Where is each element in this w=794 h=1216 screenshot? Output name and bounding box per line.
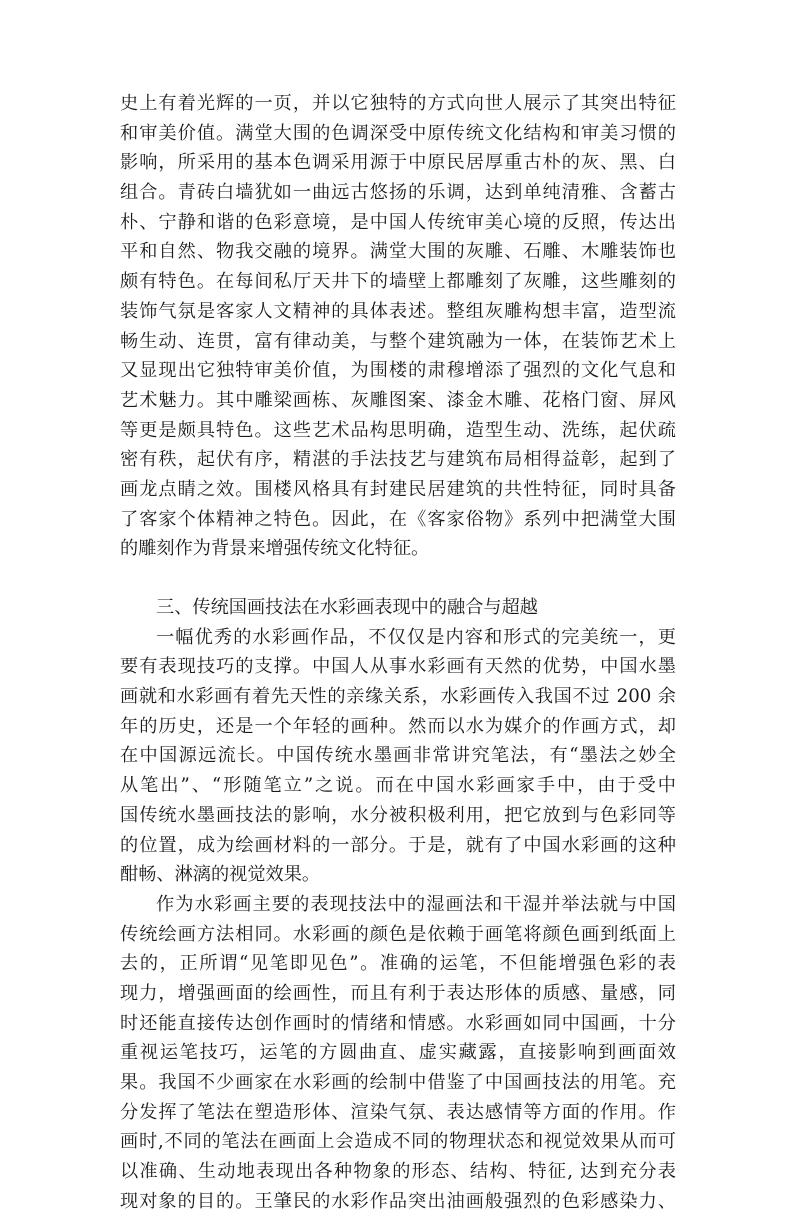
text-line: 组合。青砖白墙犹如一曲远古悠扬的乐调，达到单纯清雅、含蓄古 xyxy=(120,182,676,204)
text-line: 酣畅、淋漓的视觉效果。 xyxy=(120,864,321,886)
text-line: 影响，所采用的基本色调采用源于中原民居厚重古朴的灰、黑、白 xyxy=(120,152,676,174)
text-line: 了客家个体精神之特色。因此，在《客家俗物》系列中把满堂大围 xyxy=(120,508,676,530)
text-line: 从笔出”、“形随笔立”之说。而在中国水彩画家手中，由于受中 xyxy=(120,775,676,797)
text-line: 颇有特色。在每间私厅天井下的墙壁上都雕刻了灰雕，这些雕刻的 xyxy=(120,271,676,293)
section-heading: 三、传统国画技法在水彩画表现中的融合与超越 xyxy=(156,597,538,618)
text-line: 传统绘画方法相同。水彩画的颜色是依赖于画笔将颜色画到纸面上 xyxy=(120,923,676,945)
text-line: 国传统水墨画技法的影响，水分被积极利用，把它放到与色彩同等 xyxy=(120,804,676,826)
text-line: 画时,不同的笔法在画面上会造成不同的物理状态和视觉效果从而可 xyxy=(120,1131,676,1153)
text-line: 作为水彩画主要的表现技法中的湿画法和干湿并举法就与中国 xyxy=(156,893,676,915)
paragraph-brushwork xyxy=(120,890,676,1216)
text-line: 等更是颇具特色。这些艺术品构思明确，造型生动、洗练，起伏疏 xyxy=(120,419,676,441)
text-line: 要有表现技巧的支撑。中国人从事水彩画有天然的优势，中国水墨 xyxy=(120,656,676,678)
text-line: 和审美价值。满堂大围的色调深受中原传统文化结构和审美习惯的 xyxy=(120,122,676,144)
text-line: 分发挥了笔法在塑造形体、渲染气氛、表达感情等方面的作用。作 xyxy=(120,1101,676,1123)
text-line: 又显现出它独特审美价值，为围楼的肃穆增添了强烈的文化气息和 xyxy=(120,360,676,382)
text-line: 平和自然、物我交融的境界。满堂大围的灰雕、石雕、木雕装饰也 xyxy=(120,241,676,263)
text-line: 史上有着光辉的一页，并以它独特的方式向世人展示了其突出特征 xyxy=(120,93,676,114)
text-line: 在中国源远流长。中国传统水墨画非常讲究笔法，有“墨法之妙全 xyxy=(120,745,676,767)
text-line: 时还能直接传达创作画时的情绪和情感。水彩画如同中国画，十分 xyxy=(120,1012,676,1034)
text-line: 畅生动、连贯，富有律动美，与整个建筑融为一体，在装饰艺术上 xyxy=(120,330,676,352)
text-line: 装饰气氛是客家人文精神的具体表述。整组灰雕构想丰富，造型流 xyxy=(120,300,676,322)
document-page xyxy=(120,89,676,1216)
text-line: 去的，正所谓“见笔即见色”。准确的运笔，不但能增强色彩的表 xyxy=(120,953,676,975)
paragraph-spacer xyxy=(120,564,676,593)
text-line: 以准确、生动地表现出各种物象的形态、结构、特征, 达到充分表 xyxy=(120,1161,676,1183)
text-line: 密有秩，起伏有序，精湛的手法技艺与建筑布局相得益彰，起到了 xyxy=(120,449,676,471)
text-line: 的位置，成为绘画材料的一部分。于是，就有了中国水彩画的这种 xyxy=(120,834,676,856)
paragraph-techniques xyxy=(120,623,676,890)
text-line: 艺术魅力。其中雕梁画栋、灰雕图案、漆金木雕、花格门窗、屏风 xyxy=(120,389,676,411)
text-line: 重视运笔技巧，运笔的方圆曲直、虚实藏露，直接影响到画面效 xyxy=(120,1042,676,1064)
text-line: 一幅优秀的水彩画作品，不仅仅是内容和形式的完美统一，更 xyxy=(156,626,676,648)
text-line: 的雕刻作为背景来增强传统文化特征。 xyxy=(120,538,430,560)
text-line: 现对象的目的。王肇民的水彩作品突出油画般强烈的色彩感染力、 xyxy=(120,1190,676,1212)
text-line: 画龙点睛之效。围楼风格具有封建民居建筑的共性特征，同时具备 xyxy=(120,478,676,500)
text-line: 画就和水彩画有着先天性的亲缘关系，水彩画传入我国不过 200 余 xyxy=(120,686,676,708)
text-line: 朴、宁静和谐的色彩意境，是中国人传统审美心境的反照，传达出 xyxy=(120,211,676,233)
text-line: 果。我国不少画家在水彩画的绘制中借鉴了中国画技法的用笔。充 xyxy=(120,1072,676,1093)
text-line: 年的历史，还是一个年轻的画种。然而以水为媒介的作画方式，却 xyxy=(120,715,676,737)
paragraph-architecture xyxy=(120,89,676,564)
text-line: 现力，增强画面的绘画性，而且有利于表达形体的质感、量感，同 xyxy=(120,982,676,1004)
